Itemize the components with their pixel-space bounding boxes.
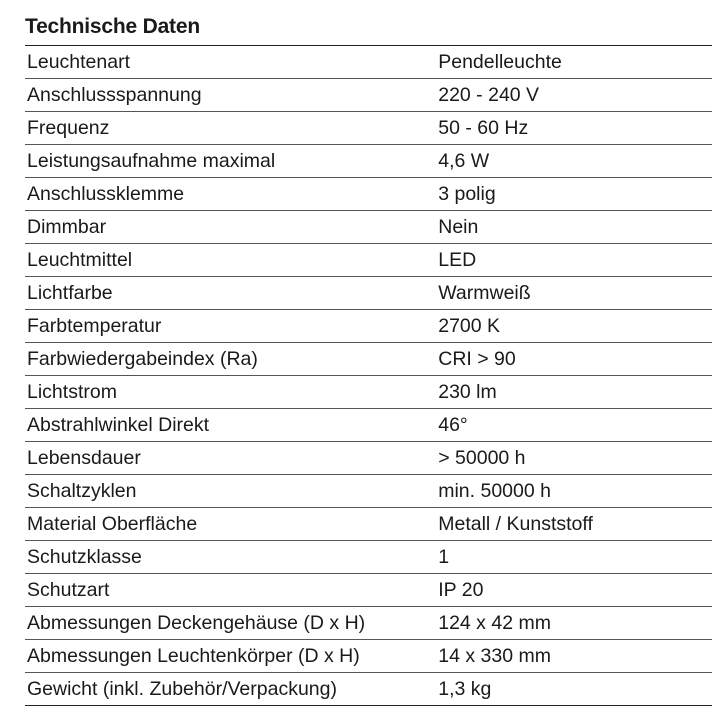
spec-value: 230 lm [438,376,712,409]
spec-value: Nein [438,211,712,244]
spec-value: 1,3 kg [438,673,712,706]
spec-label: Schutzklasse [25,541,438,574]
spec-value: min. 50000 h [438,475,712,508]
table-row [25,277,712,310]
spec-value: 14 x 330 mm [438,640,712,673]
table-row [25,46,712,79]
table-row [25,541,712,574]
table-row [25,145,712,178]
table-row [25,640,712,673]
table-row [25,508,712,541]
spec-value: Warmweiß [438,277,712,310]
spec-value: 50 - 60 Hz [438,112,712,145]
spec-label: Dimmbar [25,211,438,244]
table-row [25,244,712,277]
table-row [25,112,712,145]
spec-label: Abstrahlwinkel Direkt [25,409,438,442]
spec-value: Pendelleuchte [438,50,562,73]
spec-label: Schutzart [25,574,438,607]
spec-value: Metall / Kunststoff [438,508,712,541]
spec-value: 46° [438,409,712,442]
table-row [25,178,712,211]
table-row [25,673,712,706]
spec-label: Farbtemperatur [25,310,438,343]
spec-label: Frequenz [25,112,438,145]
table-row [25,607,712,640]
table-row [25,376,712,409]
spec-label: Leistungsaufnahme maximal [25,145,438,178]
spec-label: Lebensdauer [25,442,438,475]
table-row [25,475,712,508]
spec-label: Lichtstrom [25,376,438,409]
spec-label: Abmessungen Deckengehäuse (D x H) [25,607,438,640]
spec-value: IP 20 [438,574,712,607]
table-row [25,343,712,376]
table-row [25,574,712,607]
table-row [25,211,712,244]
spec-label: Farbwiedergabeindex (Ra) [25,343,438,376]
spec-value: 220 - 240 V [438,79,712,112]
spec-label: Anschlussspannung [25,79,438,112]
spec-label: Abmessungen Leuchtenkörper (D x H) [25,640,438,673]
spec-value: 2700 K [438,310,712,343]
spec-value: 3 polig [438,178,712,211]
specs-table [25,45,712,706]
table-row [25,409,712,442]
spec-label: Leuchtmittel [25,244,438,277]
spec-value: > 50000 h [438,442,712,475]
spec-value: 1 [438,541,712,574]
spec-label: Schaltzyklen [25,475,438,508]
section-title: Technische Daten [25,15,200,38]
spec-value: LED [438,244,712,277]
spec-value: 4,6 W [438,145,712,178]
spec-label: Leuchtenart [27,50,130,73]
spec-label: Material Oberfläche [25,508,438,541]
spec-label: Gewicht (inkl. Zubehör/Verpackung) [25,673,438,706]
spec-value: 124 x 42 mm [438,607,712,640]
table-row [25,442,712,475]
spec-label: Lichtfarbe [25,277,438,310]
table-row [25,79,712,112]
table-row [25,310,712,343]
spec-label: Anschlussklemme [25,178,438,211]
spec-value: CRI > 90 [438,343,712,376]
